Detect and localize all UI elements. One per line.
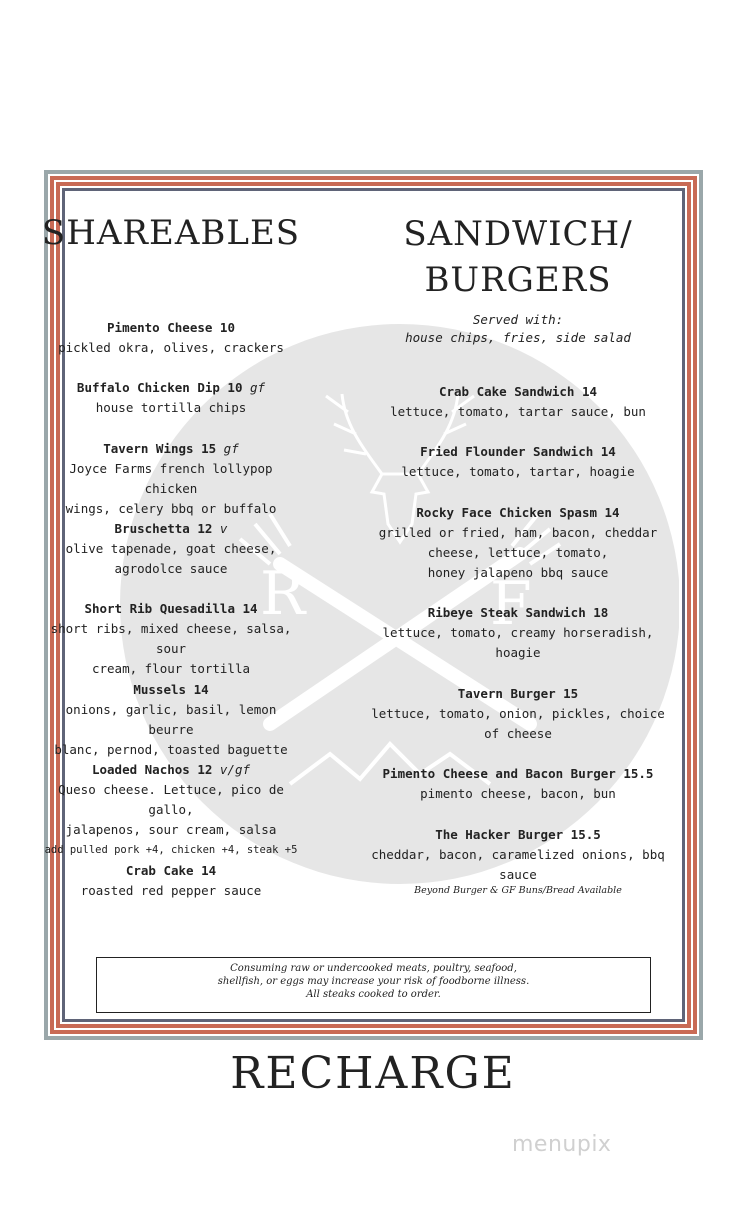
burger-availability-note: Beyond Burger & GF Buns/Bread Available xyxy=(414,885,622,896)
item-desc: hoagie xyxy=(495,645,541,660)
item-desc: wings, celery bbq or buffalo xyxy=(65,501,277,516)
menu-item-crab-cake xyxy=(40,861,302,901)
item-desc: lettuce, tomato, onion, pickles, choice xyxy=(371,706,665,721)
item-desc: grilled or fried, ham, bacon, cheddar xyxy=(378,525,658,540)
item-name: Crab Cake 14 xyxy=(125,863,217,878)
item-desc: of cheese xyxy=(484,726,552,741)
menu-item-ribeye-steak-sandwich xyxy=(368,603,668,663)
item-desc: honey jalapeno bbq sauce xyxy=(427,565,609,580)
diet-tag: gf xyxy=(223,441,239,456)
menu-item-tavern-burger xyxy=(368,684,668,744)
item-desc: roasted red pepper sauce xyxy=(80,883,262,898)
sandwich-heading-line1: SANDWICH/ xyxy=(403,214,633,254)
diet-tag: gf xyxy=(250,380,266,395)
item-name: Bruschetta 12 v xyxy=(114,521,228,536)
item-desc: Queso cheese. Lettuce, pico de gallo, xyxy=(58,782,284,817)
item-name: Ribeye Steak Sandwich 18 xyxy=(427,605,609,620)
sandwich-heading-line2: BURGERS xyxy=(424,260,612,300)
diet-tag: v/gf xyxy=(219,762,251,777)
item-desc: cream, flour tortilla xyxy=(91,661,251,676)
item-desc: blanc, pernod, toasted baguette xyxy=(54,742,288,757)
svg-text:R: R xyxy=(260,559,306,629)
item-name: Mussels 14 xyxy=(133,682,209,697)
disclaimer-line1: Consuming raw or undercooked meats, poultry, seafood, xyxy=(230,963,517,974)
item-name: Tavern Burger 15 xyxy=(457,686,579,701)
menu-item-pimento-cheese xyxy=(40,318,302,358)
served-with-label: Served with: xyxy=(472,312,564,327)
shareables-heading: SHAREABLES xyxy=(41,213,301,253)
item-desc: cheese, lettuce, tomato, xyxy=(427,545,609,560)
item-desc: onions, garlic, basil, lemon beurre xyxy=(65,702,277,737)
menu-item-crab-cake-sandwich xyxy=(368,382,668,422)
item-desc: agrodolce sauce xyxy=(114,561,228,576)
menu-item-bruschetta xyxy=(40,519,302,579)
item-desc: jalapenos, sour cream, salsa xyxy=(65,822,277,837)
item-desc: house tortilla chips xyxy=(95,400,247,415)
menu-item-pimento-cheese-bacon-burger xyxy=(368,764,668,804)
item-name: Pimento Cheese and Bacon Burger 15.5 xyxy=(382,766,654,781)
menu-item-tavern-wings xyxy=(40,439,302,519)
svg-text:F: F xyxy=(490,569,532,639)
menupix-watermark: menupix xyxy=(512,1132,612,1157)
served-with xyxy=(368,311,668,347)
item-name: Fried Flounder Sandwich 14 xyxy=(420,444,616,459)
menu-item-buffalo-chicken-dip xyxy=(40,378,302,418)
item-addons: add pulled pork +4, chicken +4, steak +5 xyxy=(44,844,298,856)
food-safety-disclaimer xyxy=(96,957,651,1013)
item-desc: lettuce, tomato, creamy horseradish, xyxy=(382,625,654,640)
item-name: Crab Cake Sandwich 14 xyxy=(438,384,598,399)
brand-name: RECHARGE xyxy=(230,1048,516,1099)
item-desc: olive tapenade, goat cheese, xyxy=(65,541,277,556)
diet-tag: v xyxy=(219,521,228,536)
item-name: The Hacker Burger 15.5 xyxy=(435,827,601,842)
item-desc: pimento cheese, bacon, bun xyxy=(420,786,616,801)
menu-item-fried-flounder-sandwich xyxy=(368,442,668,482)
item-name: Buffalo Chicken Dip 10 gf xyxy=(76,380,266,395)
item-name: Pimento Cheese 10 xyxy=(107,320,235,335)
menu-item-short-rib-quesadilla xyxy=(40,599,302,679)
item-desc: lettuce, tomato, tartar, hoagie xyxy=(401,464,635,479)
item-desc: Joyce Farms french lollypop chicken xyxy=(69,461,273,496)
disclaimer-line3: All steaks cooked to order. xyxy=(306,989,441,1000)
item-desc: short ribs, mixed cheese, salsa, sour xyxy=(50,621,292,656)
menu-item-rocky-face-chicken-spasm xyxy=(368,503,668,583)
item-desc: cheddar, bacon, caramelized onions, bbq xyxy=(371,847,665,862)
menu-item-hacker-burger xyxy=(368,825,668,896)
item-desc: lettuce, tomato, tartar sauce, bun xyxy=(390,404,646,419)
disclaimer-line2: shellfish, or eggs may increase your risk of foodborne illness. xyxy=(217,976,530,987)
item-name: Rocky Face Chicken Spasm 14 xyxy=(416,505,620,520)
item-name: Short Rib Quesadilla 14 xyxy=(84,601,258,616)
shareables-column xyxy=(40,211,302,911)
served-with-sides: house chips, fries, side salad xyxy=(405,330,631,345)
sandwich-heading xyxy=(368,211,668,303)
item-name: Loaded Nachos 12 v/gf xyxy=(91,762,251,777)
item-desc: pickled okra, olives, crackers xyxy=(58,340,284,355)
item-name: Tavern Wings 15 gf xyxy=(103,441,239,456)
item-desc: sauce xyxy=(499,867,537,882)
menu-item-loaded-nachos xyxy=(40,760,302,860)
menu-item-mussels xyxy=(40,680,302,760)
sandwich-burgers-column xyxy=(368,211,668,911)
